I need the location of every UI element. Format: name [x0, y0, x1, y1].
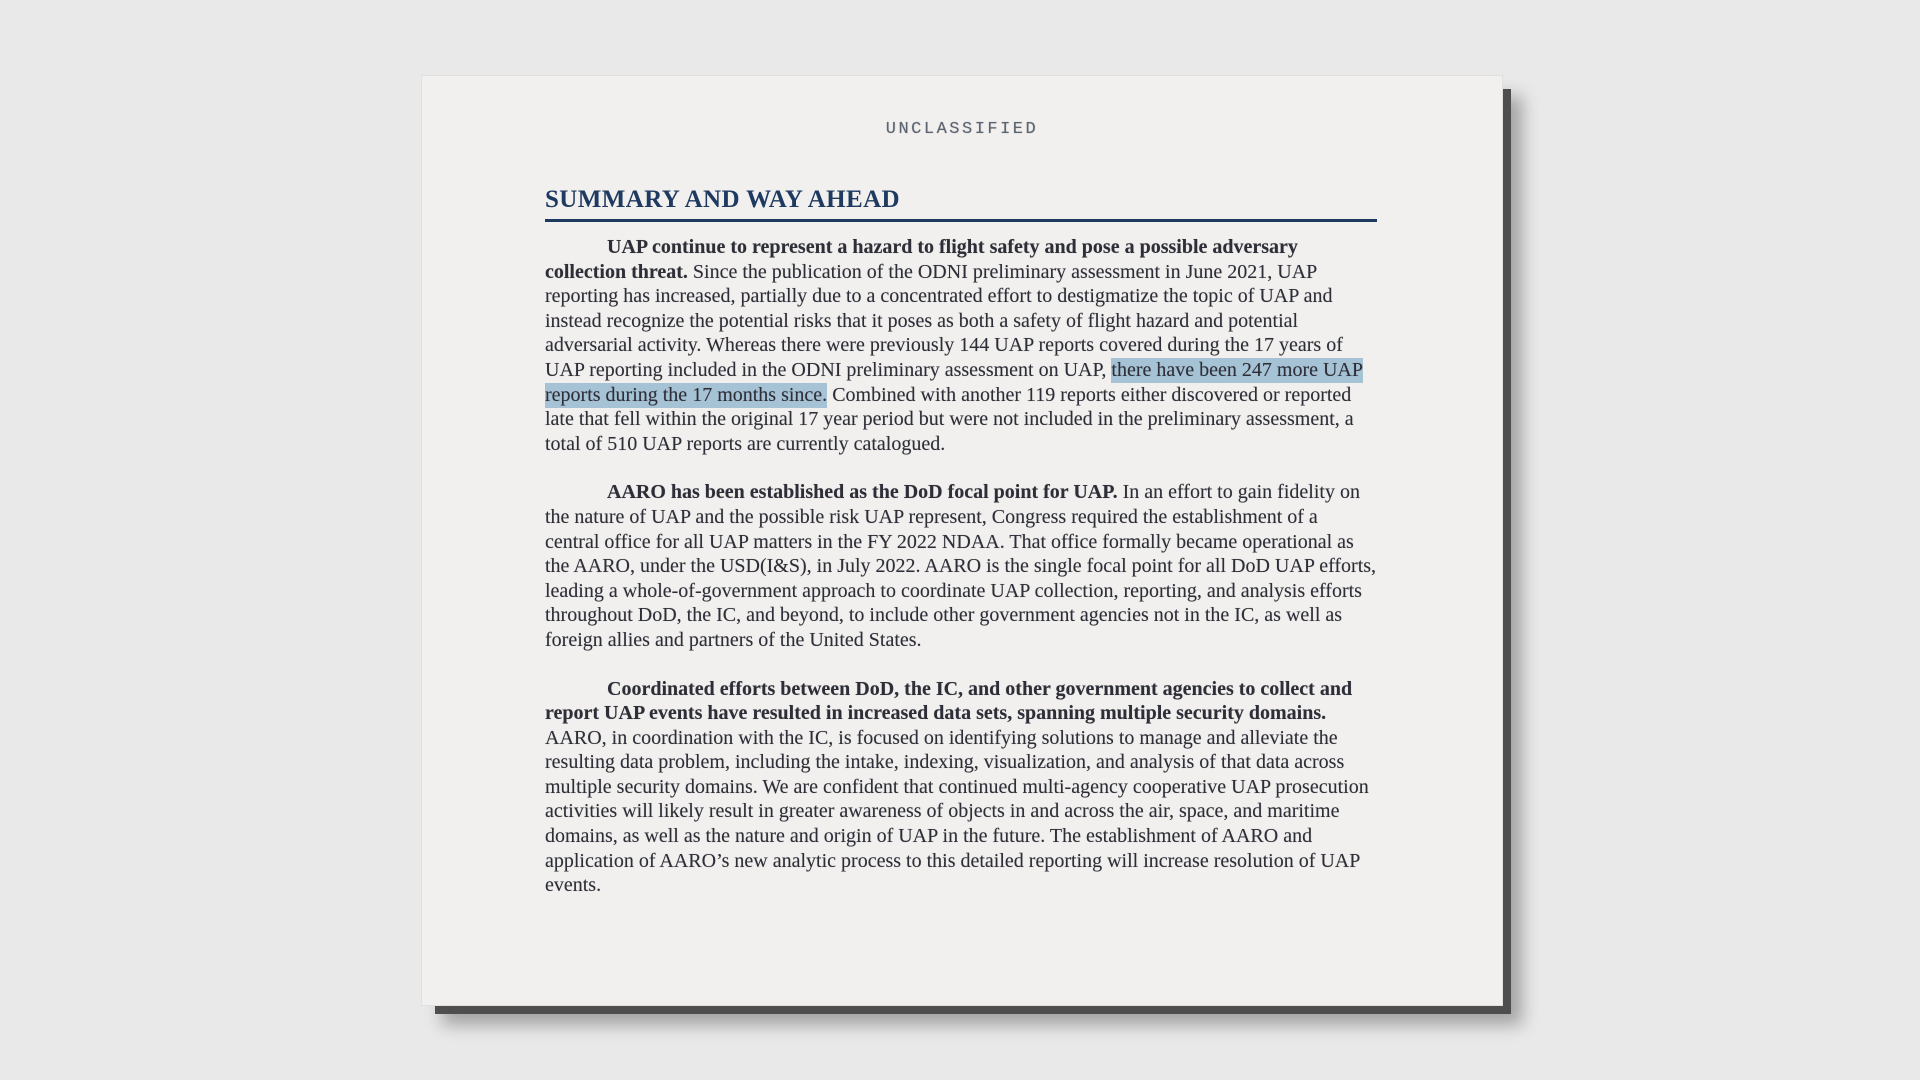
- paragraph-aaro-established: [545, 480, 1377, 652]
- paragraph-uap-hazard-body: Since the publication of the ODNI preliminary assessment in June 2021, UAP reporting has increased, partially due to a concentrated effort to destigmatize the topic of UAP and instead recognize the potential risks that it poses as both a safety of flight hazard and potential adversarial activity. Whereas there were previously 144 UAP reports covered during the 17 years of UAP reporting included in the ODNI preliminary assessment on UAP,: [545, 260, 1343, 381]
- paragraph-aaro-established-body: In an effort to gain fidelity on the nature of UAP and the possible risk UAP represent, Congress required the establishment of a central office for all UAP matters in the FY 2022 NDAA. That office formally became operational as the AARO, under the USD(I&S), in July 2022. AARO is the single focal point for all DoD UAP efforts, leading a whole-of-government approach to coordinate UAP collection, reporting, and analysis efforts throughout DoD, the IC, and beyond, to include other government agencies not in the IC, as well as foreign allies and partners of the United States.: [545, 481, 1377, 651]
- section-heading: SUMMARY AND WAY AHEAD: [545, 185, 1377, 222]
- document-content: [545, 185, 1377, 898]
- paragraph-coordinated-efforts: [545, 677, 1377, 898]
- highlighted-text: there have been 247 more UAP reports during the 17 months since.: [545, 358, 1363, 406]
- paragraph-coordinated-efforts-body: AARO, in coordination with the IC, is focused on identifying solutions to manage and alleviate the resulting data problem, including the intake, indexing, visualization, and analysis of that data across multiple security domains. We are confident that continued multi-agency cooperative UAP prosecution activities will likely result in greater awareness of objects in and across the air, space, and maritime domains, as well as the nature and origin of UAP in the future. The establishment of AARO and application of AARO’s new analytic process to this detailed reporting will increase resolution of UAP events.: [545, 726, 1369, 897]
- paragraph-uap-hazard-bold-lead: UAP continue to represent a hazard to flight safety and pose a possible adversary collection threat.: [545, 236, 1298, 283]
- paragraph-coordinated-efforts-bold-lead: Coordinated efforts between DoD, the IC, and other government agencies to collect and report UAP events have resulted in increased data sets, spanning multiple security domains.: [545, 677, 1353, 725]
- document-page: [422, 76, 1502, 1005]
- classification-banner: UNCLASSIFIED: [885, 120, 1039, 139]
- paragraph-uap-hazard: [545, 235, 1377, 456]
- paragraph-aaro-established-bold-lead: AARO has been established as the DoD focal point for UAP.: [607, 481, 1118, 504]
- paragraph-uap-hazard-body-after: Combined with another 119 reports either discovered or reported late that fell within the original 17 year period but were not included in the preliminary assessment, a total of 510 UAP reports are currently catalogued.: [545, 383, 1354, 455]
